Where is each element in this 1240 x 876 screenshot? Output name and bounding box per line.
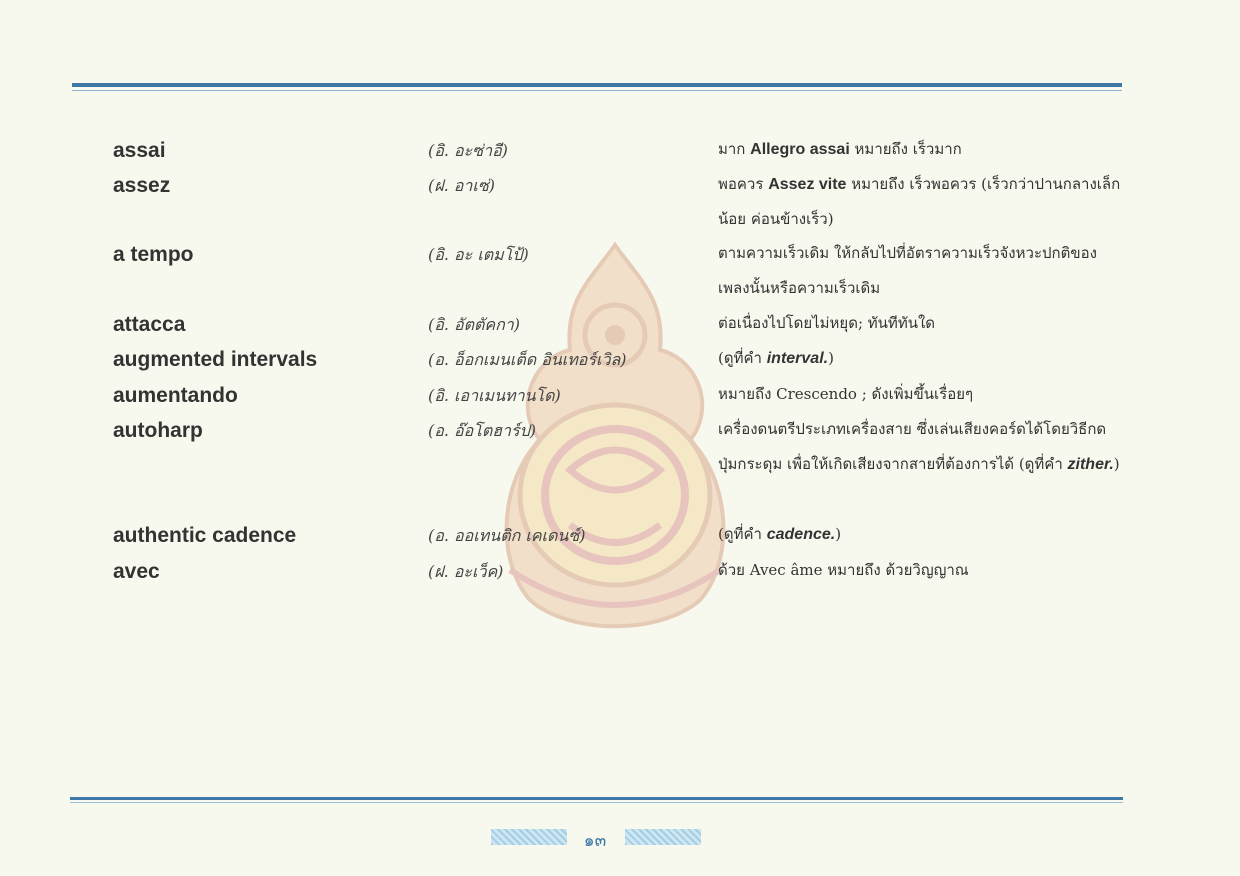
page-number-ornament-right bbox=[625, 829, 701, 845]
entry-term: attacca bbox=[113, 313, 186, 336]
entry-definition bbox=[718, 167, 1123, 237]
bottom-rule bbox=[70, 797, 1123, 800]
entry-pronunciation: (อ. อ็อกเมนเต็ด อินเทอร์เวิล) bbox=[428, 350, 627, 369]
entry-pronunciation: (อิ. อะซ่าอี) bbox=[428, 141, 508, 160]
entry-term: assez bbox=[113, 174, 171, 197]
definition-segment: ด้วย Avec âme หมายถึง ด้วยวิญญาณ bbox=[718, 561, 969, 579]
entry-term: authentic cadence bbox=[113, 524, 297, 547]
definition-segment: (ดูที่คำ bbox=[718, 525, 767, 543]
definition-segment: Allegro assai bbox=[750, 141, 850, 158]
definition-segment: ) bbox=[828, 349, 834, 367]
entry-term: assai bbox=[113, 139, 166, 162]
entry-definition bbox=[718, 553, 1123, 588]
entry-definition bbox=[718, 306, 1123, 341]
entry-pronunciation: (อ. ออเทนติก เคเดนซ์) bbox=[428, 526, 586, 545]
top-rule bbox=[72, 83, 1122, 87]
entry-term: a tempo bbox=[113, 243, 194, 266]
page-number: ๑๓ bbox=[583, 831, 607, 851]
entry-definition bbox=[718, 236, 1123, 306]
entry-definition bbox=[718, 132, 1123, 167]
definition-segment: Assez vite bbox=[768, 176, 847, 193]
definition-segment: พอควร bbox=[718, 175, 769, 193]
entry-definition bbox=[718, 377, 1123, 412]
definition-segment: (ดูที่คำ bbox=[718, 349, 767, 367]
entry-pronunciation: (อิ. อัตตัคกา) bbox=[428, 315, 521, 334]
definition-segment: หมายถึง Crescendo ; ดังเพิ่มขึ้นเรื่อยๆ bbox=[718, 385, 974, 403]
entry-definition bbox=[718, 517, 1123, 552]
entry-pronunciation: (อ. อ๊อโตฮาร์ป) bbox=[428, 421, 536, 440]
entry-pronunciation: (อิ. เอาเมนทานโด) bbox=[428, 386, 561, 405]
definition-segment: ) bbox=[1113, 455, 1120, 473]
definition-segment: interval. bbox=[766, 350, 829, 367]
entry-definition bbox=[718, 412, 1123, 482]
definition-segment: ) bbox=[835, 525, 842, 543]
definition-segment: ตามความเร็วเดิม ให้กลับไปที่อัตราความเร็วจังหวะปกติของเพลงนั้นหรือความเร็วเดิม bbox=[718, 244, 1097, 297]
definition-segment: zither. bbox=[1067, 456, 1114, 473]
entry-pronunciation: (อิ. อะ เตมโป้) bbox=[428, 245, 529, 264]
definition-segment: หมายถึง เร็วพอควร (เร็วกว่าปานกลางเล็กน้อย ค่อนข้างเร็ว) bbox=[718, 175, 1121, 228]
definition-segment: cadence. bbox=[766, 526, 836, 543]
top-rule-thin bbox=[72, 90, 1122, 91]
definition-segment: เครื่องดนตรีประเภทเครื่องสาย ซึ่งเล่นเสียงคอร์ดได้โดยวิธีกดปุ่มกระดุม เพื่อให้เกิดเสียงจากสายที่ต้องการได้ (ดูที่คำ bbox=[718, 420, 1107, 473]
entry-pronunciation: (ฝ. อาเซ่) bbox=[428, 176, 495, 195]
entry-term: augmented intervals bbox=[113, 348, 318, 371]
entry-definition bbox=[718, 341, 1123, 376]
bottom-rule-thin bbox=[70, 802, 1123, 803]
definition-segment: มาก bbox=[718, 140, 751, 158]
entry-pronunciation: (ฝ. อะเว็ค) bbox=[428, 562, 504, 581]
page-number-ornament-left bbox=[491, 829, 567, 845]
definition-segment: ต่อเนื่องไปโดยไม่หยุด; ทันทีทันใด bbox=[718, 314, 936, 332]
entry-term: aumentando bbox=[113, 384, 238, 407]
entry-term: autoharp bbox=[113, 419, 203, 442]
definition-segment: หมายถึง เร็วมาก bbox=[849, 140, 962, 158]
entry-term: avec bbox=[113, 560, 160, 583]
